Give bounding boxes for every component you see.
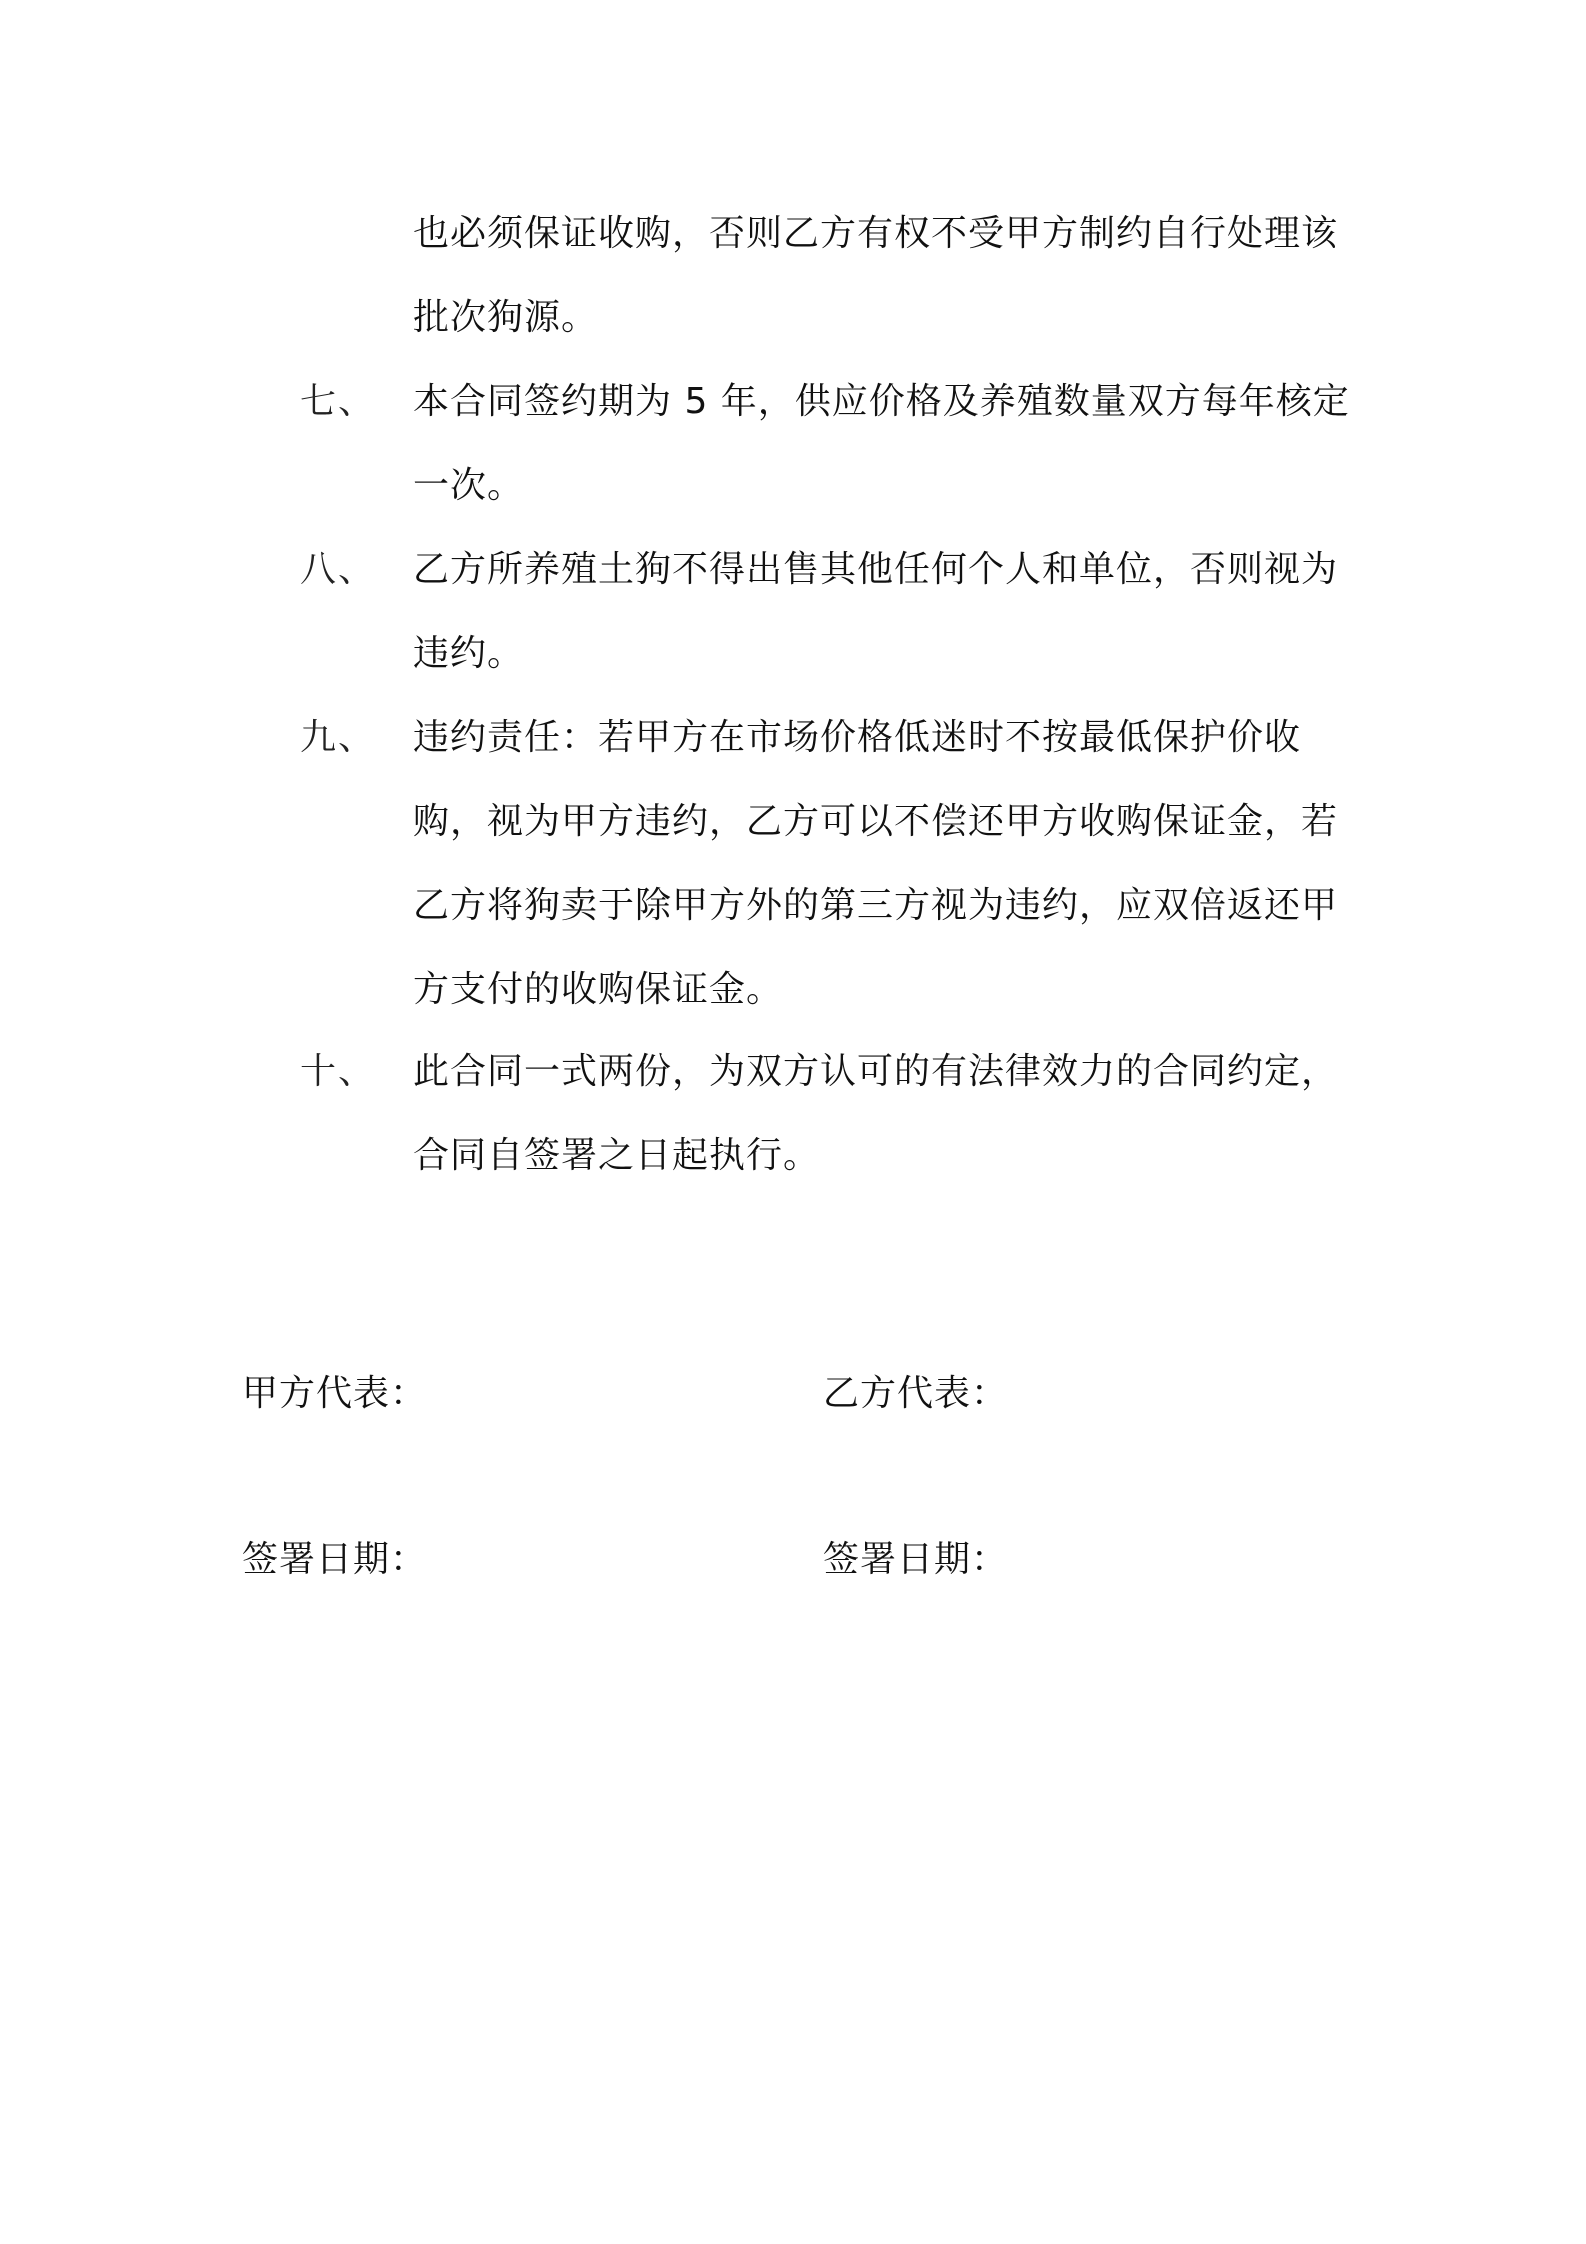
clause-number: 七、 [300,381,377,422]
party-b-representative-label: 乙方代表： [823,1373,1009,1414]
clause-number: 八、 [300,549,377,590]
party-a-representative-label: 甲方代表： [242,1373,428,1414]
clause-text: 乙方所养殖土狗不得出售其他任何个人和单位，否则视为违约。 [413,549,1339,674]
party-b-signing-date-label: 签署日期： [823,1539,1009,1580]
party-a-signing-date-label: 签署日期： [242,1539,428,1580]
clause-continuation-text: 也必须保证收购，否则乙方有权不受甲方制约自行处理该批次狗源。 [413,213,1339,338]
clause-8 [300,528,1360,696]
clause-text: 本合同签约期为 5 年，供应价格及养殖数量双方每年核定一次。 [413,381,1350,506]
clause-number: 九、 [300,717,377,758]
clause-text: 此合同一式两份，为双方认可的有法律效力的合同约定，合同自签署之日起执行。 [413,1051,1339,1176]
clause-number: 十、 [300,1051,377,1092]
clause-7 [300,360,1360,528]
clause-9 [300,696,1360,1032]
clause-text: 违约责任：若甲方在市场价格低迷时不按最低保护价收购，视为甲方违约，乙方可以不偿还甲方收购保证金，若乙方将狗卖于除甲方外的第三方视为违约，应双倍返还甲方支付的收购保证金。 [413,717,1339,1010]
clause-10 [300,1030,1360,1198]
